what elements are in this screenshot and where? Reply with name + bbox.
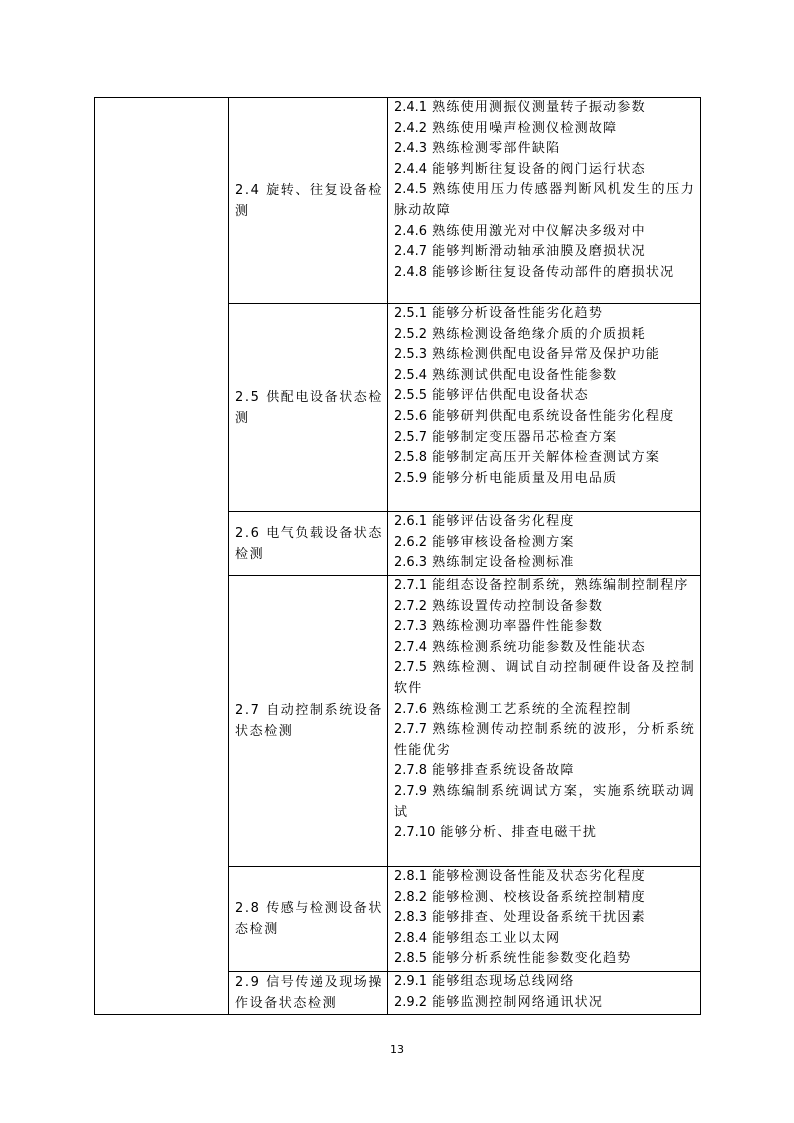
section-title-cell [229, 512, 388, 576]
item-text: 熟练检测传动控制系统的波形，分析系统性能优劣 [394, 722, 695, 758]
item-number: 2.7.2 [394, 598, 428, 614]
section-title-cell [229, 867, 388, 972]
item-text: 能够分析系统性能参数变化趋势 [432, 951, 632, 967]
item-text: 熟练检测系统功能参数及性能状态 [432, 639, 646, 655]
item-number: 2.7.4 [394, 639, 428, 655]
item-number: 2.6.2 [394, 534, 428, 550]
item-number: 2.4.6 [394, 223, 428, 239]
item-number: 2.8.1 [394, 869, 428, 884]
item-number: 2.5.3 [394, 347, 428, 363]
item-number: 2.5.4 [394, 367, 428, 383]
list-item [394, 576, 695, 597]
section-title: 2.6 电气负载设备状态检测 [235, 525, 384, 562]
item-number: 2.7.5 [394, 660, 428, 676]
item-number: 2.4.8 [394, 264, 428, 280]
section-items-cell [388, 867, 701, 972]
item-text: 熟练检测设备绝缘介质的介质损耗 [432, 326, 646, 342]
item-number: 2.8.5 [394, 951, 428, 967]
section-title: 2.8 传感与检测设备状态检测 [235, 901, 384, 937]
item-number: 2.4.7 [394, 244, 428, 260]
list-item [394, 469, 695, 490]
item-text: 熟练测试供配电设备性能参数 [432, 367, 618, 383]
item-number: 2.5.9 [394, 470, 428, 486]
item-text: 熟练编制系统调试方案，实施系统联动调试 [394, 783, 695, 820]
item-text: 能够组态现场总线网络 [432, 974, 575, 989]
section-title: 2.7 自动控制系统设备状态检测 [235, 703, 384, 739]
list-item [394, 366, 695, 387]
skills-table-body [95, 98, 701, 1015]
item-text: 能够审核设备检测方案 [432, 534, 575, 550]
list-item [394, 929, 695, 950]
item-text: 熟练检测功率器件性能参数 [432, 619, 604, 635]
section-items-cell [388, 304, 701, 512]
section-title-cell [229, 576, 388, 867]
list-item [394, 867, 695, 888]
item-number: 2.5.8 [394, 450, 428, 466]
item-text: 熟练检测供配电设备异常及保护功能 [432, 347, 661, 363]
item-number: 2.9.2 [394, 994, 428, 1010]
item-text: 能够排查、处理设备系统干扰因素 [432, 910, 646, 926]
item-number: 2.4.5 [394, 182, 428, 198]
section-items-cell [388, 512, 701, 576]
item-text: 能够监测控制网络通讯状况 [432, 994, 604, 1010]
list-item [394, 325, 695, 346]
item-number: 2.5.6 [394, 408, 428, 424]
item-text: 能够检测、校核设备系统控制精度 [432, 889, 646, 905]
item-text: 能够制定高压开关解体检查测试方案 [432, 450, 661, 466]
list-item [394, 512, 695, 533]
table-row [95, 98, 701, 304]
item-number: 2.7.1 [394, 578, 428, 593]
section-title-cell [229, 972, 388, 1015]
item-text: 能够排查系统设备故障 [432, 763, 575, 779]
item-text: 能够检测设备性能及状态劣化程度 [432, 869, 646, 884]
list-item [394, 761, 695, 782]
item-number: 2.4.1 [394, 100, 428, 115]
item-text: 能够研判供配电系统设备性能劣化程度 [432, 408, 675, 424]
section-title-cell [229, 98, 388, 304]
item-number: 2.8.2 [394, 889, 428, 905]
list-item [394, 720, 695, 761]
section-title: 2.5 供配电设备状态检测 [235, 389, 384, 426]
list-item [394, 304, 695, 325]
list-item [394, 972, 695, 993]
item-number: 2.7.9 [394, 783, 428, 799]
item-text: 能够组态工业以太网 [432, 930, 561, 946]
item-number: 2.7.7 [394, 722, 428, 738]
item-text: 能够评估设备劣化程度 [432, 514, 575, 529]
item-text: 能够分析设备性能劣化趋势 [432, 306, 604, 321]
item-number: 2.5.5 [394, 388, 428, 404]
section-title-cell [229, 304, 388, 512]
item-number: 2.5.1 [394, 306, 428, 321]
list-item [394, 949, 695, 970]
section-items-cell [388, 98, 701, 304]
list-item [394, 98, 695, 119]
item-text: 能够分析、排查电磁干扰 [440, 825, 598, 841]
list-item [394, 428, 695, 449]
item-text: 能够判断滑动轴承油膜及磨损状况 [432, 244, 646, 260]
item-text: 熟练使用压力传感器判断风机发生的压力脉动故障 [394, 182, 695, 218]
list-item [394, 407, 695, 428]
list-item [394, 700, 695, 721]
empty-category-cell [95, 98, 229, 1015]
item-text: 熟练使用测振仪测量转子振动参数 [432, 100, 646, 115]
section-items-cell [388, 576, 701, 867]
section-items-cell [388, 972, 701, 1015]
list-item [394, 617, 695, 638]
list-item [394, 658, 695, 699]
item-number: 2.4.2 [394, 120, 428, 136]
list-item [394, 119, 695, 140]
list-item [394, 386, 695, 407]
item-number: 2.7.10 [394, 825, 436, 841]
item-text: 熟练检测工艺系统的全流程控制 [432, 701, 632, 717]
list-item [394, 782, 695, 823]
item-text: 能够分析电能质量及用电品质 [432, 470, 618, 486]
item-number: 2.7.6 [394, 701, 428, 717]
item-text: 熟练检测零部件缺陷 [432, 141, 561, 157]
item-text: 熟练检测、调试自动控制硬件设备及控制软件 [394, 660, 695, 696]
item-text: 能够判断往复设备的阀门运行状态 [432, 161, 646, 177]
list-item [394, 888, 695, 909]
item-text: 熟练制定设备检测标准 [432, 555, 575, 571]
item-number: 2.9.1 [394, 974, 428, 989]
item-text: 熟练使用噪声检测仪检测故障 [432, 120, 618, 136]
item-text: 能够制定变压器吊芯检查方案 [432, 429, 618, 445]
item-number: 2.6.1 [394, 514, 428, 529]
item-number: 2.7.8 [394, 763, 428, 779]
section-title: 2.9 信号传递及现场操作设备状态检测 [235, 975, 384, 1011]
list-item [394, 993, 695, 1014]
item-text: 能组态设备控制系统，熟练编制控制程序 [432, 578, 689, 593]
list-item [394, 345, 695, 366]
item-number: 2.4.3 [394, 141, 428, 157]
item-text: 能够诊断往复设备传动部件的磨损状况 [432, 264, 675, 280]
item-number: 2.5.7 [394, 429, 428, 445]
list-item [394, 160, 695, 181]
list-item [394, 180, 695, 221]
page-number: 13 [390, 1043, 404, 1056]
list-item [394, 597, 695, 618]
item-number: 2.4.4 [394, 161, 428, 177]
item-number: 2.8.3 [394, 910, 428, 926]
skills-table [94, 97, 701, 1015]
list-item [394, 638, 695, 659]
list-item [394, 242, 695, 263]
item-text: 熟练使用激光对中仪解决多级对中 [432, 223, 646, 239]
list-item [394, 533, 695, 554]
list-item [394, 139, 695, 160]
list-item [394, 448, 695, 469]
list-item [394, 263, 695, 284]
item-text: 能够评估供配电设备状态 [432, 388, 589, 404]
list-item [394, 908, 695, 929]
item-number: 2.8.4 [394, 930, 428, 946]
item-number: 2.7.3 [394, 619, 428, 635]
list-item [394, 823, 695, 844]
list-item [394, 222, 695, 243]
section-title: 2.4 旋转、往复设备检测 [235, 182, 384, 219]
item-number: 2.6.3 [394, 555, 428, 571]
item-number: 2.5.2 [394, 326, 428, 342]
list-item [394, 553, 695, 574]
item-text: 熟练设置传动控制设备参数 [432, 598, 604, 614]
